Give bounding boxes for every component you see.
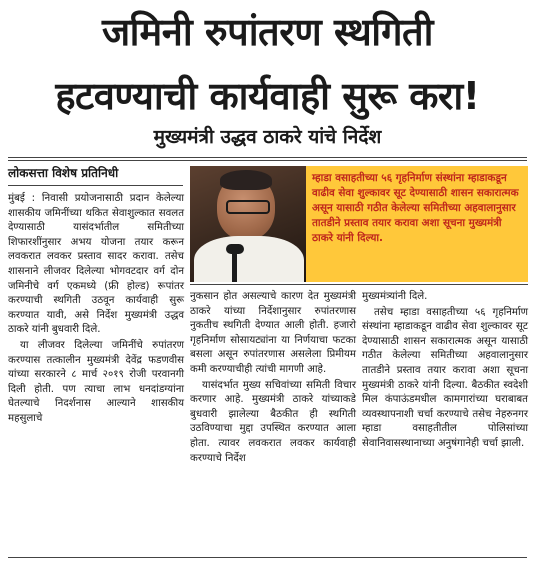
paragraph: मुंबई : निवासी प्रयोजनासाठी प्रदान केलेल्या शासकीय जमिनींच्या थकित सेवाशुल्कात सवलत देण्यासाठी यासंदर्भातील समितीच्या शिफारशींनुसार अभय योजना तयार करून लवकरात लवकर प्रस्ताव सादर करावा. तसेच शासनाने लीजवर दिलेल्या भोगवटदार वर्ग दोन जमिनीचे वर्ग एकमध्ये (फ्री होल्ड) रूपांतर करण्याची स्थगिती उठवून कार्यवाही सुरू करण्यात यावी, असे निर्देश मुख्यमंत्री उद्धव ठाकरे यांनी बुधवारी दिले.: [8, 193, 184, 336]
photo-hair: [220, 170, 272, 190]
paragraph: मुख्यमंत्र्यांनी दिले.: [362, 291, 428, 302]
photo-glasses: [226, 200, 270, 214]
byline: लोकसत्ता विशेष प्रतिनिधी: [8, 166, 119, 180]
callout-divider: [190, 284, 528, 285]
news-photo: [190, 166, 306, 282]
divider: [8, 160, 527, 161]
article-column-3: [362, 290, 528, 452]
paragraph: या लीजवर दिलेल्या जमिनींचे रुपांतरण करण्यास तत्कालीन मुख्यमंत्री देवेंद्र फडणवीस यांच्या सरकारने ८ मार्च २०१९ रोजी परवानगी दिली होती. पण त्याचा लाभ धनदांडग्यांना घेतल्याचे निदर्शनास आल्याने शासकीय महसुलाचे: [8, 339, 184, 424]
highlight-callout: म्हाडा वसाहतीच्या ५६ गृहनिर्माण संस्थांना म्हाडाकडून वाढीव सेवा शुल्कावर सूट देण्यासाठी शासन सकारात्मक असून यासाठी गठीत केलेल्या समितीच्या अहवालानुसार तातडीने प्रस्ताव तयार करावा अशा सूचना मुख्यमंत्री ठाकरे यांनी दिल्या.: [306, 166, 528, 282]
divider: [8, 157, 527, 158]
paragraph: तसेच म्हाडा वसाहतीच्या ५६ गृहनिर्माण संस्थांना म्हाडाकडून वाढीव सेवा शुल्कावर सूट देण्यासाठी शासन सकारात्मक असून यासाठी गठीत केलेल्या समितीच्या अहवालानुसार तातडीने प्रस्ताव तयार करावा अशा सूचना मुख्यमंत्री ठाकरे यांनी दिल्या. बैठकीत स्वदेशी मिल कंपाऊंडमधील कामगारांच्या घराबाबत व्यवस्थापनाशी चर्चा करण्याचे तसेच नेहरुनगर म्हाडा वसाहतीतील पोलिसांच्या सेवानिवासस्थानाच्या अनुषंगानेही चर्चा झाली.: [362, 306, 528, 449]
article-column-1: [8, 192, 184, 427]
bottom-divider: [8, 557, 527, 558]
paragraph: यासंदर्भात मुख्य सचिवांच्या समिती विचार करणार आहे. मुख्यमंत्री ठाकरे यांच्याकडे बुधवारी झालेल्या बैठकीत ही स्थगिती उठविण्याचा मुद्दा उपस्थित करण्यात आला होता. त्यावर लवकरात लवकर कार्यवाही करण्याचे निर्देश: [190, 379, 356, 464]
microphone-stand: [232, 252, 237, 282]
byline-divider: [8, 185, 183, 186]
photo-shirt: [194, 236, 304, 282]
paragraph: नुकसान होत असल्याचे कारण देत मुख्यमंत्री ठाकरे यांच्या निर्देशानुसार रुपांतरणास नुकतीच स्थगिती देण्यात आली होती. हजारो गृहनिर्माण सोसायट्यांना या निर्णयाचा फटका बसला असून रुपांतरणास असलेला प्रिमीयम कमी करण्याचीही त्यांची मागणी आहे.: [190, 291, 356, 375]
headline-line-1: जमिनी रुपांतरण स्थगिती: [101, 10, 434, 54]
article-column-2: [190, 290, 356, 466]
headline-line-2: हटवण्याची कार्यवाही सुरू करा!: [55, 74, 480, 118]
subheadline: मुख्यमंत्री उद्धव ठाकरे यांचे निर्देश: [153, 126, 382, 148]
